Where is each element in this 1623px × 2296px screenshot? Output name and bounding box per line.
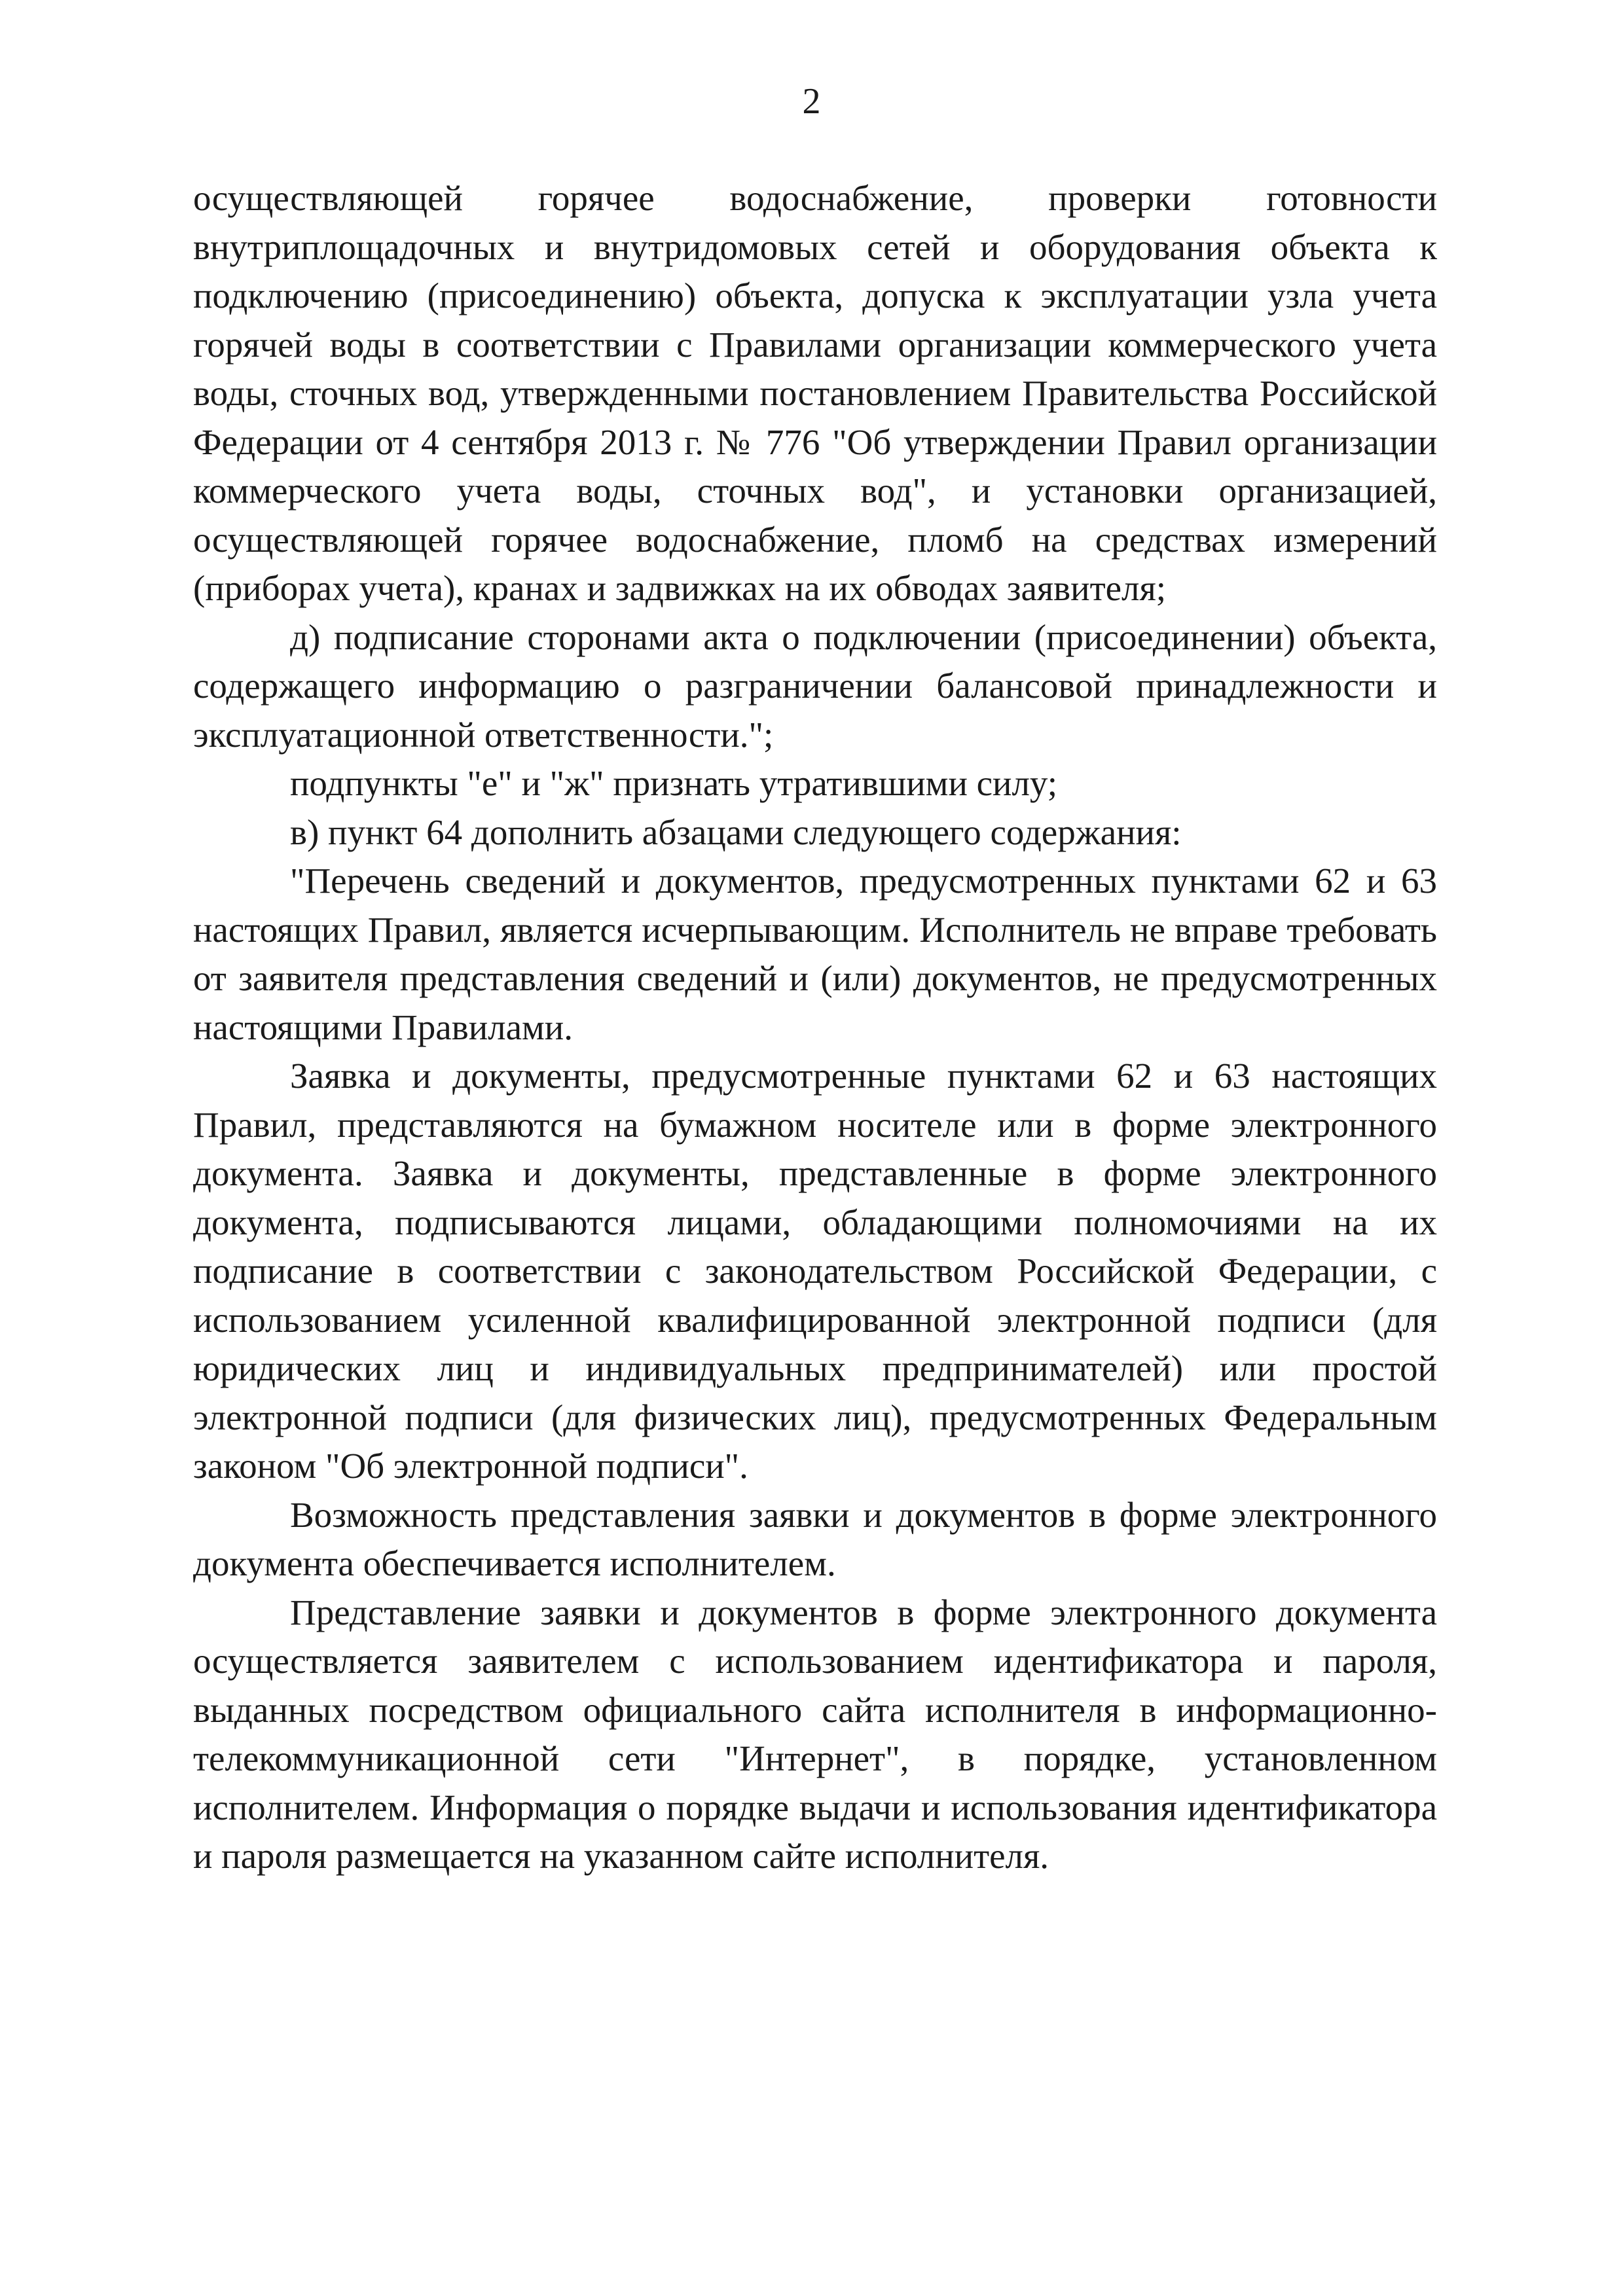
paragraph-subitem-d: д) подписание сторонами акта о подключении (присоединении) объекта, содержащего информацию о разграничении балансовой принадлежности и эксплуатационной ответственности."; [193, 617, 1437, 755]
paragraph-continuation: осуществляющей горячее водоснабжение, проверки готовности внутриплощадочных и внутридомовых сетей и оборудования объекта к подключению (присоединению) объекта, допуска к эксплуатации узла учета горячей воды в соответствии с Правилами организации коммерческого учета воды, сточных вод, утвержденными постановлением Правительства Российской Федерации от 4 сентября 2013 г. № 776 "Об утверждении Правил организации коммерческого учета воды, сточных вод", и установки организацией, осуществляющей горячее водоснабжение, пломб на средствах измерений (приборах учета), кранах и задвижках на их обводах заявителя; [193, 178, 1437, 608]
paragraph-electronic-submission: Представление заявки и документов в форме электронного документа осуществляется заявителем с использованием идентификатора и пароля, выданных посредством официального сайта исполнителя в информационно-телекоммуникационной сети "Интернет", в порядке, установленном исполнителем. Информация о порядке выдачи и использования идентификатора и пароля размещается на указанном сайте исполнителя. [193, 1592, 1437, 1876]
paragraph-electronic-possibility: Возможность представления заявки и документов в форме электронного документа обеспечивается исполнителем. [193, 1494, 1437, 1583]
paragraph-exhaustive-list: "Перечень сведений и документов, предусмотренных пунктами 62 и 63 настоящих Правил, является исчерпывающим. Исполнитель не вправе требовать от заявителя представления сведений и (или) документов, не предусмотренных настоящими Правилами. [193, 861, 1437, 1047]
document-body [193, 174, 1437, 1881]
paragraph-application-form: Заявка и документы, предусмотренные пунктами 62 и 63 настоящих Правил, представляются на бумажном носителе или в форме электронного документа. Заявка и документы, представленные в форме электронного документа, подписываются лицами, обладающими полномочиями на их подписание в соответствии с законодательством Российской Федерации, с использованием усиленной квалифицированной электронной подписи (для юридических лиц и индивидуальных предпринимателей) или простой электронной подписи (для физических лиц), предусмотренных Федеральным законом "Об электронной подписи". [193, 1056, 1437, 1486]
paragraph-item-v: в) пункт 64 дополнить абзацами следующего содержания: [290, 812, 1182, 852]
page-number: 2 [802, 81, 821, 122]
paragraph-subitems-void: подпункты "е" и "ж" признать утратившими силу; [290, 763, 1057, 803]
